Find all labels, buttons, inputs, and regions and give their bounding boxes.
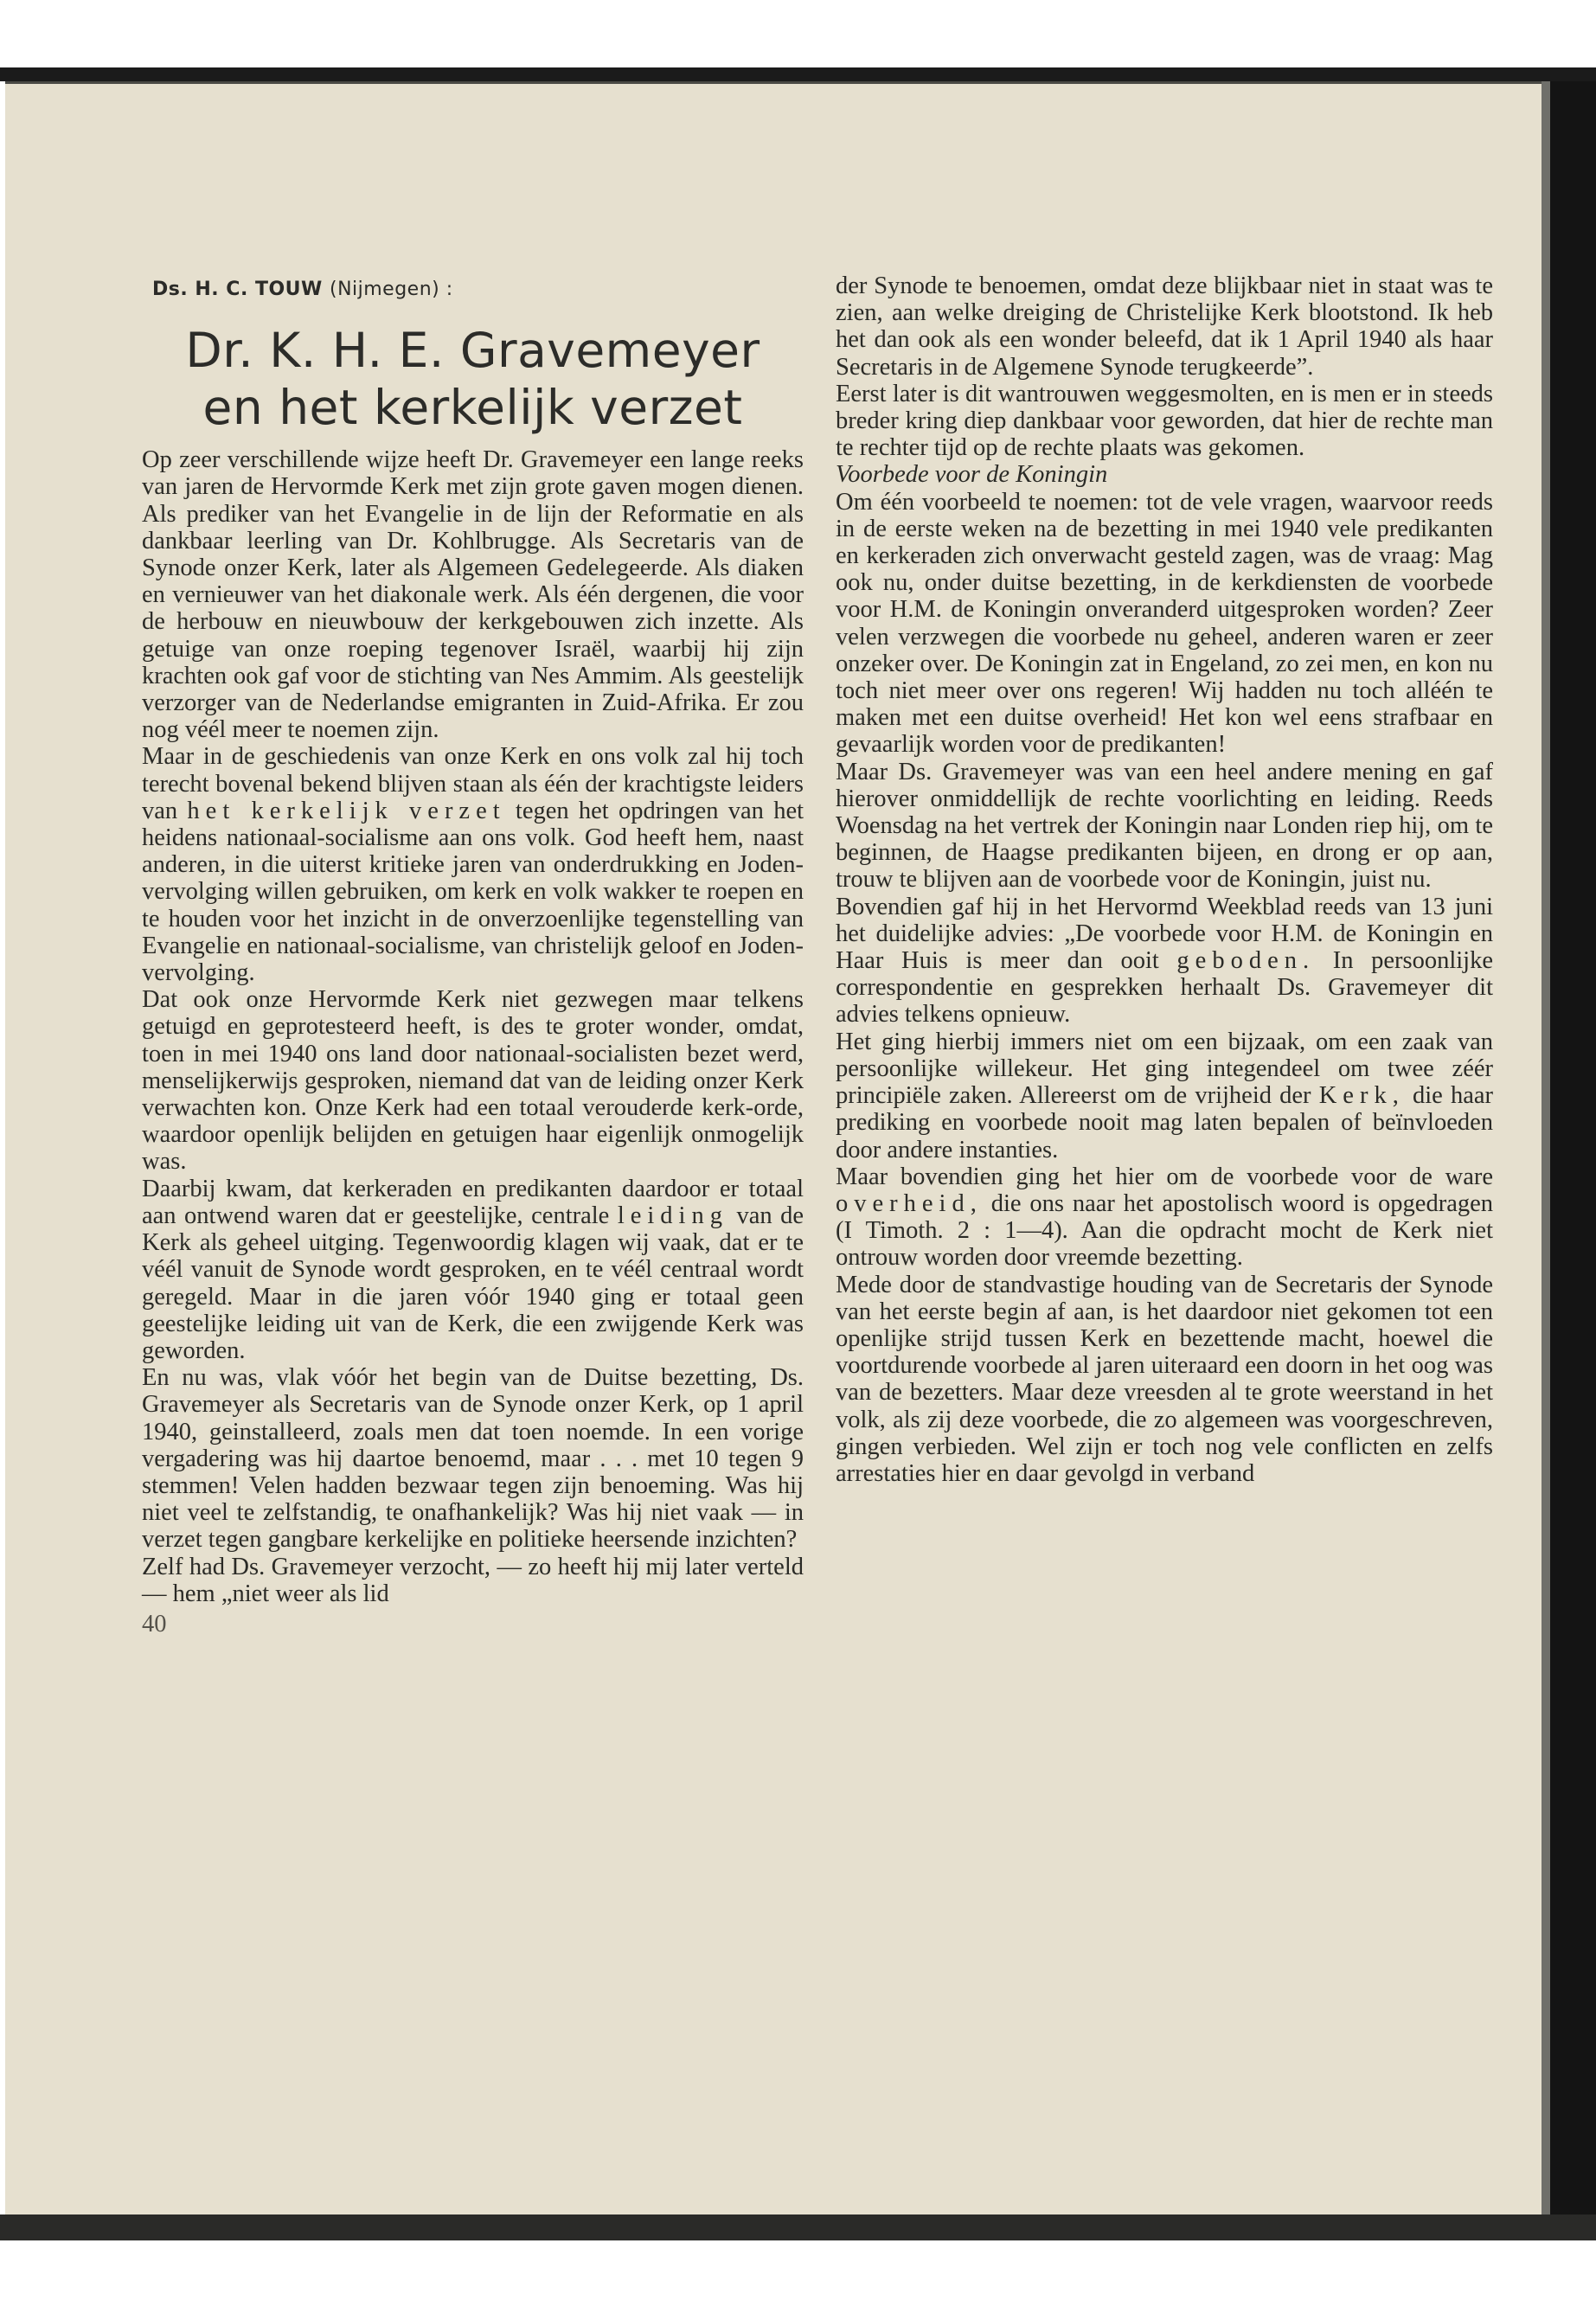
paragraph-text: die haar prediking en voorbede nooit mag laten bepalen of beïnvloeden door andere instanties. xyxy=(836,1082,1494,1163)
paragraph: Mede door de standvastige houding van de Secretaris der Synode van het eerste begin af aan, is het daardoor niet gekomen tot een openlijke strijd tussen Kerk en bezettende macht, hoewel die voortdurende voorbede al jaren uiteraard een doorn in het oog was van de bezetters. Maar deze vreesden al te grote weerstand in het volk, als zij deze voorbede, die zo algemeen was voorgeschreven, gingen verbieden. Wel zijn er toch nog vele conflicten en zelfs arrestaties hier en daar gevolgd in verband xyxy=(836,1271,1493,1487)
title-line-1: Dr. K. H. E. Gravemeyer xyxy=(185,323,760,379)
emphasis-spaced: het kerkelijk verzet xyxy=(187,797,506,824)
article-title xyxy=(142,322,804,436)
paragraph-text: tegen het opdringen van het heidens nationaal-socialisme aan ons volk. God heeft hem, naast anderen, in die uiterst kritieke jaren van onderdrukking en Joden-vervolging willen gebruiken, om kerk en volk wakker te roepen en te houden voor het inzicht in de onverzoenlijke tegenstelling van Evangelie en nationaal-socialisme, van christelijk geloof en Joden-vervolging. xyxy=(142,797,804,987)
paragraph: Eerst later is dit wantrouwen weggesmolten, en is men er in steeds breder kring diep dankbaar voor geworden, dat hier de rechte man te rechter tijd op de rechte plaats was gekomen. xyxy=(836,380,1493,462)
left-column xyxy=(142,276,804,1638)
paragraph: Maar Ds. Gravemeyer was van een heel andere mening en gaf hierover onmiddellijk de rechte voorlichting en leiding. Reeds Woensdag na het vertrek der Koningin naar Londen riep hij, om te beginnen, de Haagse predikanten bijeen, en drong er op aan, trouw te blijven aan de voorbede voor de Koningin, juist nu. xyxy=(836,758,1493,894)
emphasis-spaced: geboden. xyxy=(1176,947,1316,975)
article-byline xyxy=(152,276,804,303)
scan-right-edge xyxy=(1550,81,1596,2227)
paragraph-text: Maar in de geschiedenis van onze Kerk en ons volk zal hij toch terecht bovenal bekend blijven staan als één der krachtigste leiders van xyxy=(142,743,804,824)
paragraph-text: die ons naar het apostolisch woord is opgedragen (I Timoth. 2 : 1—4). Aan die opdracht mocht de Kerk niet ontrouw worden door vreemde bezetting. xyxy=(836,1189,1493,1272)
paragraph-text: Bovendien gaf hij in het Hervormd Weekblad reeds van 13 juni het duidelijke advies: „De voorbede voor H.M. de Koningin en Haar Huis is meer dan ooit xyxy=(836,893,1493,975)
paragraph: Dat ook onze Hervormde Kerk niet gezwegen maar telkens getuigd en geprotesteerd heeft, is des te groter wonder, omdat, toen in mei 1940 ons land door nationaal-socialisten bezet werd, menselijkerwijs gesproken, niemand dat van de leiding onzer Kerk verwachten kon. Onze Kerk had een totaal verouderde kerk-orde, waardoor openlijk belijden en getuigen haar eigenlijk onmogelijk was. xyxy=(142,986,804,1176)
scan-bottom-border xyxy=(0,2214,1596,2240)
paragraph xyxy=(836,894,1493,1029)
paragraph xyxy=(836,1163,1493,1272)
paragraph xyxy=(142,1176,804,1364)
right-column xyxy=(836,272,1493,1487)
paragraph: Om één voorbeeld te noemen: tot de vele vragen, waarvoor reeds in de eerste weken na de bezetting in mei 1940 vele predikanten en kerkeraden zich onverwacht gesteld zagen, was de vraag: Mag ook nu, onder duitse bezetting, in de kerkdiensten de voorbede voor H.M. de Koningin onveranderd uitgesproken worden? Zeer velen verzwegen die voorbede nu geheel, anderen waren er zeer onzeker over. De Koningin zat in Engeland, zo zei men, en kon nu toch niet meer over ons regeren! Wij hadden nu toch alléén te maken met een duitse overheid! Het kon wel eens strafbaar en gevaarlijk worden voor de predikanten! xyxy=(836,488,1493,759)
paragraph-text: Het ging hierbij immers niet om een bijzaak, om een zaak van persoonlijke willekeur. Het ging integendeel om twee zéér principiële zaken. Allereerst om de vrijheid der xyxy=(836,1028,1493,1110)
magazine-page xyxy=(5,81,1542,2229)
paragraph: der Synode te benoemen, omdat deze blijkbaar niet in staat was te zien, aan welke dreiging de Christelijke Kerk blootstond. Ik heb het dan ook als een wonder beleefd, dat ik 1 April 1940 als haar Secretaris in de Algemene Synode terugkeerde”. xyxy=(836,272,1493,381)
emphasis-spaced: leiding xyxy=(617,1202,728,1229)
page-spine-shadow xyxy=(1542,81,1550,2227)
paragraph-text: Daarbij kwam, dat kerkeraden en predikanten daardoor er totaal aan ontwend waren dat er geestelijke, centrale xyxy=(142,1175,804,1229)
paragraph: En nu was, vlak vóór het begin van de Duitse bezetting, Ds. Gravemeyer als Secretaris van de Synode onzer Kerk, op 1 april 1940, geinstalleerd, zoals men dat toen noemde. In een vorige vergadering was hij daartoe benoemd, maar . . . met 10 tegen 9 stemmen! Velen hadden bezwaar tegen zijn benoeming. Was hij niet veel te zelfstandig, te onafhankelijk? Was hij niet vaak — in verzet tegen gangbare kerkelijke en politieke heersende inzichten? xyxy=(142,1364,804,1554)
page-number: 40 xyxy=(142,1610,167,1638)
paragraph xyxy=(142,743,804,986)
emphasis-spaced: Kerk, xyxy=(1318,1082,1405,1110)
byline-city: (Nijmegen) : xyxy=(329,279,453,300)
paragraph-text: Maar bovendien ging het hier om de voorbede voor de ware xyxy=(836,1163,1493,1190)
scan-top-border xyxy=(0,67,1596,81)
paragraph-text: van de Kerk als geheel uitging. Tegenwoordig klagen wij vaak, dat er te véél vanuit de Synode wordt gesproken, en te véél centraal wordt geregeld. Maar in die jaren vóór 1940 ging er totaal geen geestelijke leiding uit van de Kerk, die een zwijgende Kerk was geworden. xyxy=(142,1202,804,1364)
section-subheading: Voorbede voor de Koningin xyxy=(836,461,1108,489)
title-line-2: en het kerkelijk verzet xyxy=(202,380,743,436)
paragraph: Zelf had Ds. Gravemeyer verzocht, — zo heeft hij mij later verteld — hem „niet weer als lid xyxy=(142,1553,804,1607)
paragraph-text: In persoonlijke correspondentie en gesprekken herhaalt Ds. Gravemeyer dit advies telkens opnieuw. xyxy=(836,947,1493,1029)
byline-author: Ds. H. C. TOUW xyxy=(152,279,323,300)
emphasis-spaced: overheid, xyxy=(836,1189,983,1217)
paragraph: Op zeer verschillende wijze heeft Dr. Gravemeyer een lange reeks van jaren de Hervormde Kerk met zijn grote gaven mogen dienen. Als prediker van het Evangelie in de lijn der Reformatie en als dankbaar leerling van Dr. Kohlbrugge. Als Secretaris van de Synode onzer Kerk, later als Algemeen Gedelegeerde. Als diaken en vernieuwer van het diakonale werk. Als één dergenen, die voor de herbouw en nieuwbouw der kerkgebouwen zich inzette. Als getuige van onze roeping tegenover Israël, waarbij hij zijn krachten ook gaf voor de stichting van Nes Ammim. Als geestelijk verzorger van de Nederlandse emigranten in Zuid-Afrika. Er zou nog véél meer te noemen zijn. xyxy=(142,446,804,744)
paragraph xyxy=(836,1029,1493,1163)
